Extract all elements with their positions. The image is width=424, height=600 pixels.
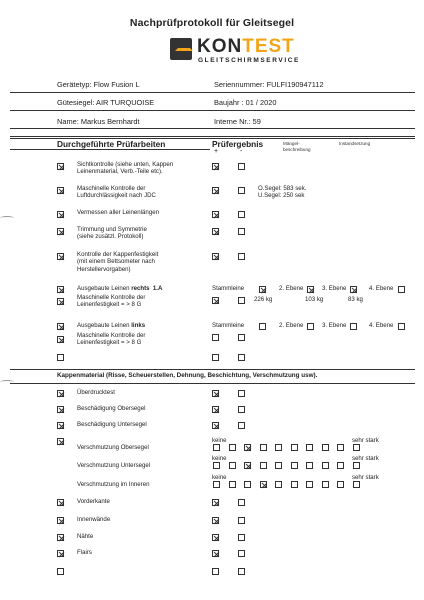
dirt-level-checkbox[interactable] <box>337 481 344 488</box>
margin-mark <box>0 216 14 220</box>
machine-left-minus[interactable] <box>238 334 245 341</box>
ebene4-left-checkbox[interactable] <box>398 323 405 330</box>
ebene4-right-checkbox[interactable] <box>398 286 405 293</box>
part-label: Flairs <box>77 549 92 556</box>
dirt-level-checkbox[interactable] <box>322 462 329 469</box>
row-minus-checkbox[interactable] <box>238 211 245 218</box>
dirt-level-checkbox[interactable] <box>229 462 236 469</box>
dirt-level-checkbox[interactable] <box>353 481 360 488</box>
dirt-label: Verschmutzung Untersegel <box>77 462 151 469</box>
row-plus-checkbox[interactable] <box>212 187 219 194</box>
empty-checkbox[interactable] <box>57 354 64 361</box>
canopy-item-minus[interactable] <box>238 390 245 397</box>
logo-wordmark: KONTEST <box>197 36 295 57</box>
divider <box>10 149 210 150</box>
canopy-title: Kappenmaterial (Risse, Scheuerstellen, Dehnung, Beschichtung, Verschmutzung usw). <box>57 372 318 379</box>
kg-ebene2: 103 kg <box>305 296 324 303</box>
dirt-level-checkbox[interactable] <box>244 462 251 469</box>
column-checks: Durchgeführte Prüfarbeiten <box>57 139 166 149</box>
lines-right-label: Ausgebaute Leinen rechts 1.A <box>77 285 163 292</box>
ebene2-left: 2. Ebene <box>279 322 304 329</box>
row-label: Sichtkontrolle (siehe unten, Kappen Leinenmaterial, Verb.-Teile etc). <box>77 161 174 176</box>
column-defects: Mängel- beschreibung <box>283 141 311 152</box>
empty-checkbox[interactable] <box>57 568 64 575</box>
row-minus-checkbox[interactable] <box>238 228 245 235</box>
row-minus-checkbox[interactable] <box>238 163 245 170</box>
part-minus[interactable] <box>238 550 245 557</box>
canopy-item-checkbox[interactable] <box>57 422 64 429</box>
logo-subtitle: GLEITSCHIRMSERVICE <box>198 57 300 64</box>
device-type: Gerätetyp: Flow Fusion L <box>57 80 140 89</box>
dirt-level-checkbox[interactable] <box>353 444 360 451</box>
part-label: Nähte <box>77 533 94 540</box>
dirt-level-checkbox[interactable] <box>275 481 282 488</box>
kg-ebene3: 83 kg <box>348 296 363 303</box>
machine-right-plus[interactable] <box>212 297 219 304</box>
column-result: Prüfergebnis <box>212 139 264 149</box>
row-label: Trimmung und Symmetrie (siehe zusätzl. Protokoll) <box>77 226 147 241</box>
row-minus-checkbox[interactable] <box>238 187 245 194</box>
ebene4-right: 4. Ebene <box>369 285 394 292</box>
dirt-level-checkbox[interactable] <box>213 481 220 488</box>
part-checkbox[interactable] <box>57 517 64 524</box>
dirt-level-checkbox[interactable] <box>337 444 344 451</box>
row-label: Maschinelle Kontrolle der Luftdurchlässigkeit nach JDC <box>77 185 156 200</box>
dirt-level-checkbox[interactable] <box>244 481 251 488</box>
canopy-item-plus[interactable] <box>212 390 219 397</box>
machine-right-minus[interactable] <box>238 297 245 304</box>
dirt-scale-low: keine <box>212 474 227 481</box>
dirt-level-checkbox[interactable] <box>291 481 298 488</box>
dirt-level-checkbox[interactable] <box>291 462 298 469</box>
row-label: Kontrolle der Kappenfestigkeit (mit einem Bettsometer nach Herstellervorgaben) <box>77 251 159 273</box>
dirt-level-checkbox[interactable] <box>322 481 329 488</box>
row-plus-checkbox[interactable] <box>212 253 219 260</box>
stammleine-left-checkbox[interactable] <box>259 323 266 330</box>
dirt-level-checkbox[interactable] <box>306 481 313 488</box>
part-checkbox[interactable] <box>57 534 64 541</box>
part-label: Vorderkante <box>77 498 110 505</box>
dirt-level-checkbox[interactable] <box>275 444 282 451</box>
empty-minus[interactable] <box>238 354 245 361</box>
dirt-level-checkbox[interactable] <box>260 444 267 451</box>
machine-right-checkbox[interactable] <box>57 298 64 305</box>
part-minus[interactable] <box>238 534 245 541</box>
part-plus[interactable] <box>212 517 219 524</box>
stammleine-right: Stammleine <box>212 285 245 292</box>
dirt-level-checkbox[interactable] <box>306 444 313 451</box>
margin-mark <box>0 380 14 384</box>
ebene3-right: 3. Ebene <box>322 285 347 292</box>
part-minus[interactable] <box>238 517 245 524</box>
row-check-checkbox[interactable] <box>57 211 64 218</box>
divider <box>10 128 415 129</box>
dirt-level-checkbox[interactable] <box>260 462 267 469</box>
divider <box>10 110 415 111</box>
canopy-item-label: Beschädigung Obersegel <box>77 405 146 412</box>
empty-plus[interactable] <box>212 568 219 575</box>
canopy-item-minus[interactable] <box>238 406 245 413</box>
kontest-logo <box>150 36 310 66</box>
dirt-level-checkbox[interactable] <box>213 462 220 469</box>
dirt-level-checkbox[interactable] <box>275 462 282 469</box>
kg-stamm: 226 kg <box>254 296 273 303</box>
dirt-label: Verschmutzung Obersegel <box>77 444 149 451</box>
dirt-level-checkbox[interactable] <box>337 462 344 469</box>
part-checkbox[interactable] <box>57 499 64 506</box>
row-check-checkbox[interactable] <box>57 187 64 194</box>
part-plus[interactable] <box>212 534 219 541</box>
machine-left-label: Maschinelle Kontrolle der Leinenfestigkeit = > 8 G <box>77 332 146 347</box>
row-plus-checkbox[interactable] <box>212 211 219 218</box>
column-repair: Instandsetzung <box>339 141 371 146</box>
row-check-checkbox[interactable] <box>57 253 64 260</box>
dirt-scale-low: keine <box>212 455 227 462</box>
ebene3-left-checkbox[interactable] <box>350 323 357 330</box>
part-label: Innenwände <box>77 516 111 523</box>
stammleine-left: Stammleine <box>212 322 245 329</box>
part-plus[interactable] <box>212 550 219 557</box>
column-plus: + <box>214 148 219 155</box>
year: Baujahr : 01 / 2020 <box>214 98 277 107</box>
ebene2-right: 2. Ebene <box>279 285 304 292</box>
dirt-level-checkbox[interactable] <box>229 481 236 488</box>
part-checkbox[interactable] <box>57 550 64 557</box>
canopy-item-label: Beschädigung Untersegel <box>77 421 147 428</box>
empty-minus[interactable] <box>238 568 245 575</box>
page-title: Nachprüfprotokoll für Gleitsegel <box>129 17 295 29</box>
kontest-logo-icon <box>170 38 192 60</box>
dirt-group-checkbox[interactable] <box>57 438 64 445</box>
divider <box>10 369 415 370</box>
lines-right-checkbox[interactable] <box>57 286 64 293</box>
ebene2-left-checkbox[interactable] <box>307 323 314 330</box>
divider <box>10 92 415 93</box>
row-note: O.Segel: 583 sek. U.Segel: 250 sek <box>258 185 307 200</box>
canopy-item-plus[interactable] <box>212 406 219 413</box>
dirt-scale-low: keine <box>212 437 227 444</box>
ebene2-right-checkbox[interactable] <box>307 286 314 293</box>
machine-left-checkbox[interactable] <box>57 336 64 343</box>
ebene3-left: 3. Ebene <box>322 322 347 329</box>
row-label: Vermessen aller Leinenlängen <box>77 209 159 216</box>
lines-left-checkbox[interactable] <box>57 323 64 330</box>
dirt-level-checkbox[interactable] <box>322 444 329 451</box>
canopy-item-checkbox[interactable] <box>57 406 64 413</box>
dirt-level-checkbox[interactable] <box>229 444 236 451</box>
internal-number: Interne Nr.: 59 <box>214 117 261 126</box>
dirt-scale-high: sehr stark <box>352 455 379 462</box>
row-check-checkbox[interactable] <box>57 163 64 170</box>
row-plus-checkbox[interactable] <box>212 163 219 170</box>
row-minus-checkbox[interactable] <box>238 253 245 260</box>
canopy-item-label: Überdrucktest <box>77 389 115 396</box>
dirt-level-checkbox[interactable] <box>260 481 267 488</box>
ebene3-right-checkbox[interactable] <box>350 286 357 293</box>
lines-left-label: Ausgebaute Leinen links <box>77 322 146 329</box>
part-minus[interactable] <box>238 499 245 506</box>
ebene4-left: 4. Ebene <box>369 322 394 329</box>
dirt-level-checkbox[interactable] <box>291 444 298 451</box>
column-minus: - <box>240 148 243 155</box>
dirt-level-checkbox[interactable] <box>244 444 251 451</box>
stammleine-right-checkbox[interactable] <box>259 286 266 293</box>
dirt-level-checkbox[interactable] <box>353 462 360 469</box>
row-plus-checkbox[interactable] <box>212 228 219 235</box>
empty-plus[interactable] <box>212 354 219 361</box>
canopy-item-plus[interactable] <box>212 422 219 429</box>
part-plus[interactable] <box>212 499 219 506</box>
serial-number: Seriennummer: FULFI190947112 <box>214 80 324 89</box>
machine-left-plus[interactable] <box>212 334 219 341</box>
seal: Gütesiegel: AIR TURQUOISE <box>57 98 155 107</box>
canopy-item-minus[interactable] <box>238 422 245 429</box>
dirt-scale-high: sehr stark <box>352 437 379 444</box>
divider <box>10 383 415 384</box>
dirt-level-checkbox[interactable] <box>213 444 220 451</box>
machine-right-label: Maschinelle Kontrolle der Leinenfestigkeit = > 8 G <box>77 294 146 309</box>
owner-name: Name: Markus Bernhardt <box>57 117 140 126</box>
dirt-label: Verschmutzung im Inneren <box>77 481 150 488</box>
canopy-item-checkbox[interactable] <box>57 390 64 397</box>
row-check-checkbox[interactable] <box>57 228 64 235</box>
dirt-level-checkbox[interactable] <box>306 462 313 469</box>
dirt-scale-high: sehr stark <box>352 474 379 481</box>
